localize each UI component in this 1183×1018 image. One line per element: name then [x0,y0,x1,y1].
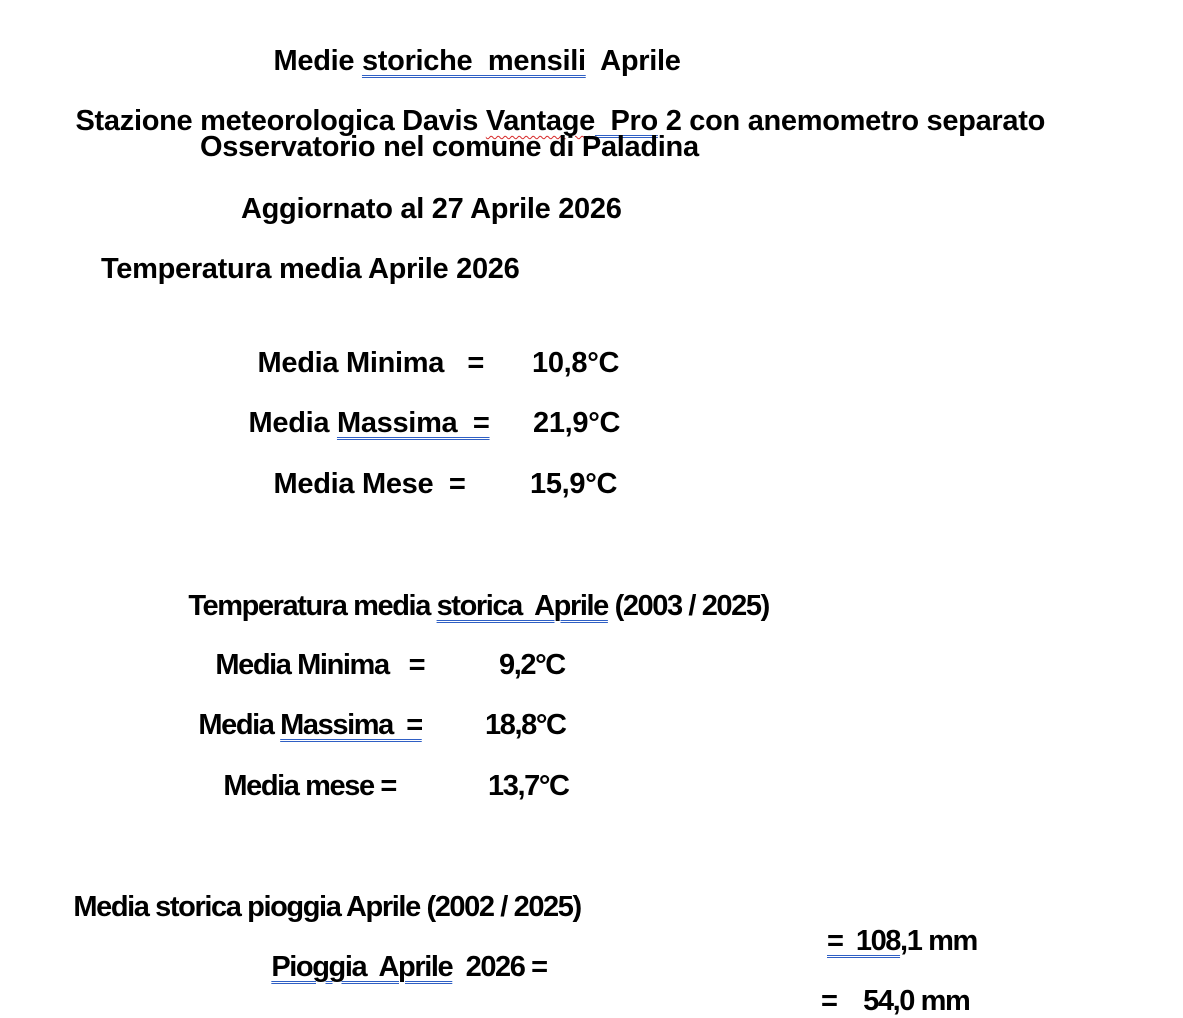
historical-heading-suffix: (2003 / 2025) [607,590,769,622]
current-max-value: 21,9°C [533,407,621,439]
station-misspelled-word: Vantage [485,105,595,137]
current-mean-value: 15,9°C [530,468,618,500]
title-suffix: Aprile [585,45,681,77]
historical-rain-label: Media storica pioggia Aprile (2002 / 2025) [73,891,581,923]
historical-max-label-prefix: Media [198,709,281,741]
historical-mean-row [210,735,569,803]
current-max-label-prefix: Media [248,407,337,439]
current-rain-value: = 54,0 mm [821,985,970,1017]
current-min-label: Media Minima = [257,347,484,379]
historical-max-label: Massima = [280,709,422,741]
historical-heading-underlined: storica Aprile [436,590,608,622]
current-mean-row [258,433,618,501]
current-max-label: Massima = [336,407,490,439]
title-underlined: storiche mensili [361,45,586,77]
station-suffix: 2 con anemometro separato [657,105,1045,137]
current-mean-label: Media Mese = [273,468,466,500]
current-rain-label-suffix: 2026 = [452,951,547,983]
historical-mean-label: Media mese = [223,770,396,802]
historical-max-value: 18,8°C [485,709,566,741]
title-prefix: Medie [273,45,362,77]
update-date: Aggiornato al 27 Aprile 2026 [241,193,622,225]
historical-mean-value: 13,7°C [488,770,569,802]
current-min-value: 10,8°C [532,347,620,379]
current-min-row [242,312,620,380]
historical-rain-value-suffix: ,1 mm [900,925,977,957]
station-underlined: Pro [594,105,658,137]
historical-min-row [202,614,565,682]
station-prefix: Stazione meteorologica Davis [75,105,486,137]
historical-heading [175,555,769,623]
historical-max-row [185,674,566,742]
current-month-heading: Temperatura media Aprile 2026 [101,253,520,285]
current-rain-row [258,916,1058,1018]
station-description [60,70,1045,138]
current-rain-label-underlined: Pioggia Aprile [271,951,453,983]
historical-rain-value-main: = 108 [827,925,901,957]
historical-min-value: 9,2°C [499,649,565,681]
historical-heading-prefix: Temperatura media [188,590,437,622]
page-title [258,10,681,78]
current-max-row [233,372,621,440]
observatory-location: Osservatorio nel comune di Paladina [200,131,699,163]
historical-min-label: Media Minima = [215,649,425,681]
